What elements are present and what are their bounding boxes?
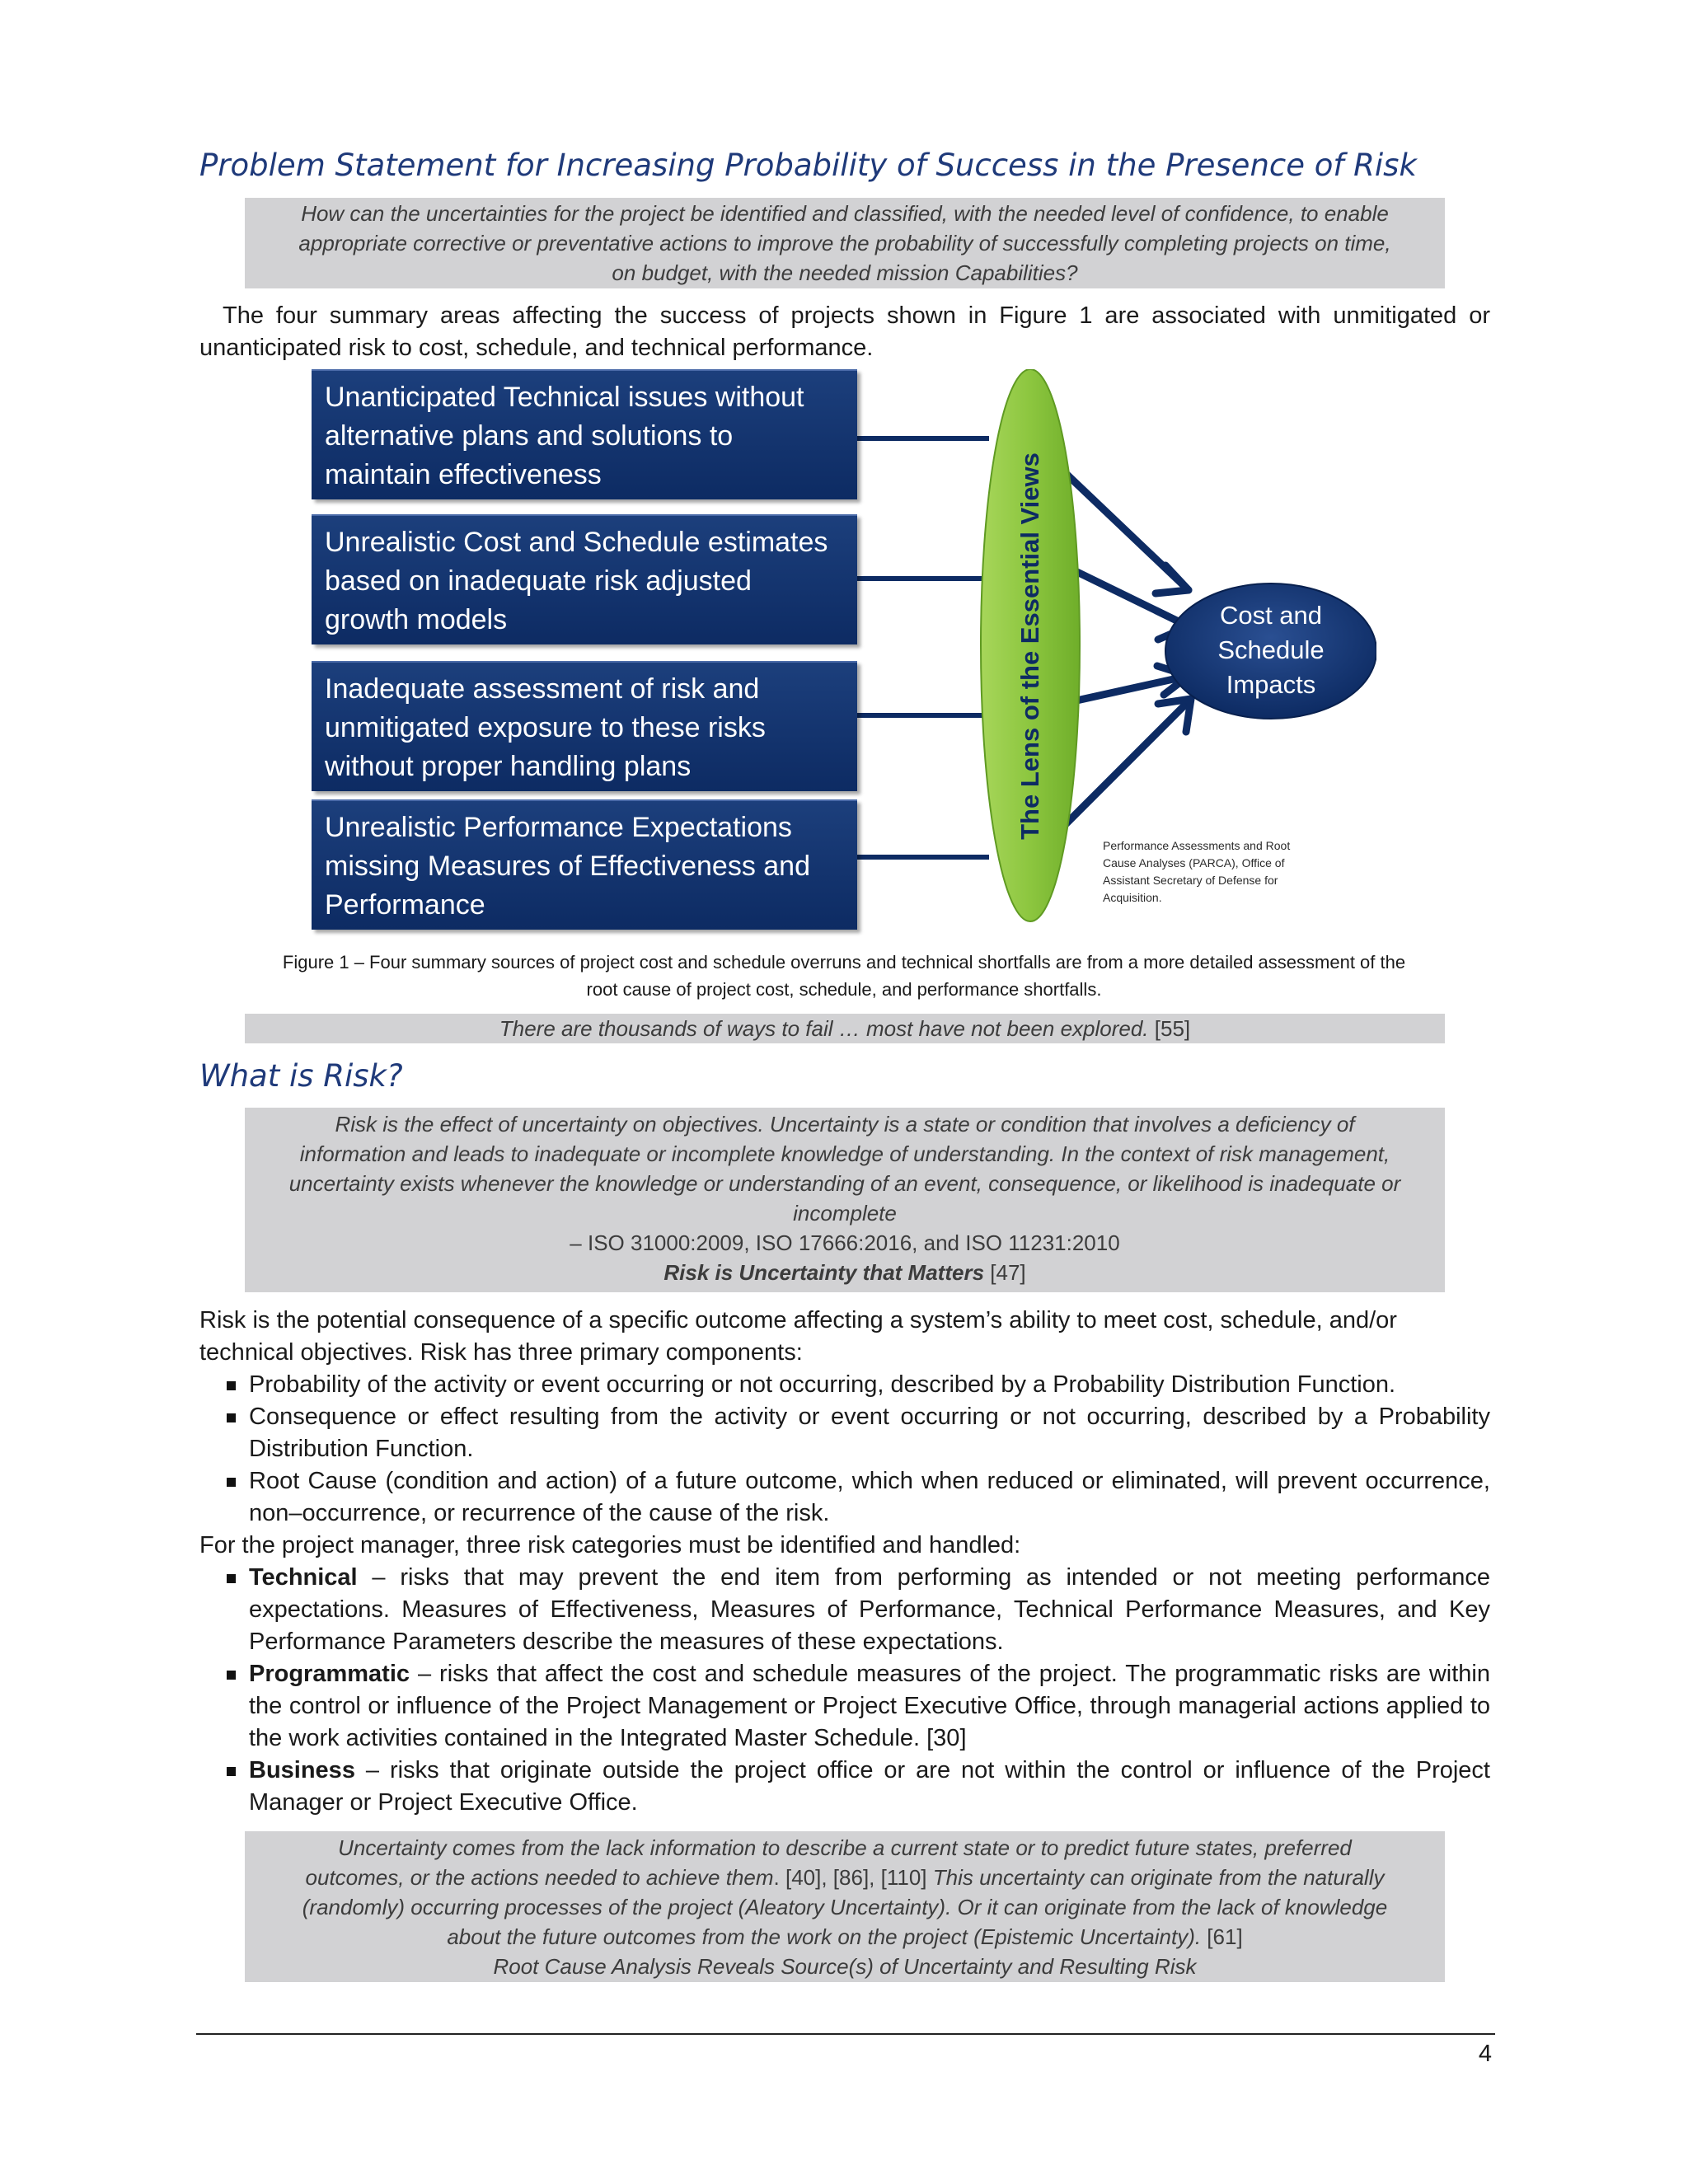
- box-line: Performance: [325, 889, 485, 921]
- fail-quote-text: There are thousands of ways to fail … most have not been explored.: [499, 1016, 1149, 1041]
- box-line: Unrealistic Cost and Schedule estimates: [325, 527, 828, 558]
- figure-1-diagram: [305, 369, 1376, 938]
- box-line: based on inadequate risk adjusted: [325, 565, 752, 597]
- quote-line: incomplete: [793, 1201, 897, 1226]
- section-heading-problem-statement: Problem Statement for Increasing Probability of Success in the Presence of Risk: [199, 148, 1417, 183]
- box-line: without proper handling plans: [325, 751, 692, 782]
- quote-line: How can the uncertainties for the project be identified and classified, with the needed level of confidence, to enable: [301, 201, 1389, 226]
- bullet-square-icon: [227, 1574, 236, 1583]
- box-line: maintain effectiveness: [325, 459, 602, 490]
- list-item: Consequence or effect resulting from the activity or event occurring or not occurring, described by a Probability Distribution Function.: [199, 1401, 1490, 1465]
- source-box-cost-schedule: [312, 514, 857, 644]
- box-line: missing Measures of Effectiveness and: [325, 851, 810, 882]
- fail-quote: [245, 1014, 1445, 1043]
- quote-line: uncertainty exists whenever the knowledge or understanding of an event, consequence, or likelihood is inadequate or: [288, 1171, 1401, 1196]
- quote-line: Uncertainty comes from the lack information to describe a current state or to predict future states, preferred: [338, 1835, 1352, 1860]
- fail-quote-ref: [55]: [1148, 1016, 1191, 1041]
- quote-line: Risk is the effect of uncertainty on objectives. Uncertainty is a state or condition that involves a deficiency of: [335, 1112, 1355, 1137]
- uncertainty-quote: Uncertainty comes from the lack information to describe a current state or to predict future states, preferred outcomes, or the actions needed to achieve them. [40], [86], [110] This uncertainty can originate from the naturally (randomly) occurring processes of the project (Aleatory Uncertainty). Or it can originate from the lack of knowledge about the future outcomes from the work on the project (Epistemic Uncertainty). [61] Root Cause Analysis Reveals Source(s) of Uncertainty and Resulting Risk: [245, 1831, 1445, 1982]
- impact-line: Cost and: [1219, 601, 1323, 630]
- bullet-square-icon: [227, 1381, 236, 1390]
- bullet-square-icon: [227, 1413, 236, 1422]
- intro-paragraph: The four summary areas affecting the success of projects shown in Figure 1 are associated with unmitigated or unanticipated risk to cost, schedule, and technical performance.: [199, 302, 1490, 361]
- quote-line: Root Cause Analysis Reveals Source(s) of Uncertainty and Resulting Risk: [493, 1954, 1197, 1979]
- impact-line: Impacts: [1226, 670, 1316, 699]
- footer-rule: [196, 2033, 1495, 2035]
- lens-label: The Lens of the Essential Views: [1015, 452, 1044, 840]
- list-item: Programmatic – risks that affect the cost and schedule measures of the project. The programmatic risks are within the control or influence of the Project Management or Project Executive Office, through managerial actions applied to the work activities contained in the Integrated Master Schedule. [30]: [199, 1658, 1490, 1755]
- category-term: Programmatic: [249, 1661, 410, 1687]
- risk-components-list: [199, 1369, 1490, 1530]
- bullet-square-icon: [227, 1671, 236, 1680]
- impact-label: [1165, 598, 1376, 702]
- bullet-square-icon: [227, 1767, 236, 1776]
- risk-intro-paragraph: Risk is the potential consequence of a specific outcome affecting a system’s ability to meet cost, schedule, and/or technical objectives. Risk has three primary components:: [199, 1307, 1397, 1366]
- list-item: Technical – risks that may prevent the end item from performing as intended or not meeting performance expectations. Measures of Effectiveness, Measures of Performance, Technical Performance Measures, and Key Performance Parameters describe the measures of these expectations.: [199, 1562, 1490, 1658]
- list-item: Probability of the activity or event occurring or not occurring, described by a Probability Distribution Function.: [199, 1369, 1490, 1401]
- source-line: Cause Analyses (PARCA), Office of: [1103, 856, 1285, 869]
- risk-definition-quote: [245, 1108, 1445, 1292]
- source-box-performance: [312, 799, 857, 930]
- box-line: Unanticipated Technical issues without: [325, 382, 804, 413]
- quote-line: (randomly) occurring processes of the project (Aleatory Uncertainty). Or it can originate from the lack of knowledge: [302, 1895, 1388, 1919]
- box-line: Inadequate assessment of risk and: [325, 673, 760, 705]
- risk-categories-intro: For the project manager, three risk categories must be identified and handled:: [199, 1532, 1021, 1558]
- figure-source-note: [1103, 837, 1342, 907]
- figure-caption: [216, 949, 1472, 1003]
- list-item: Business – risks that originate outside the project office or are not within the control or influence of the Project Manager or Project Executive Office.: [199, 1755, 1490, 1819]
- source-box-risk-assessment: [312, 661, 857, 791]
- impact-line: Schedule: [1217, 635, 1325, 664]
- box-line: alternative plans and solutions to: [325, 420, 734, 452]
- source-box-technical: [312, 369, 857, 499]
- category-term: Technical: [249, 1564, 358, 1591]
- quote-ref: [47]: [984, 1260, 1026, 1285]
- source-line: Acquisition.: [1103, 891, 1162, 904]
- bullet-square-icon: [227, 1478, 236, 1487]
- caption-line: Figure 1 – Four summary sources of project cost and schedule overruns and technical shortfalls are from a more detailed assessment of the: [282, 952, 1406, 972]
- list-item: Root Cause (condition and action) of a future outcome, which when reduced or eliminated, will prevent occurrence, non–occurrence, or recurrence of the cause of the risk.: [199, 1465, 1490, 1530]
- source-line: Assistant Secretary of Defense for: [1103, 874, 1278, 887]
- box-line: Unrealistic Performance Expectations: [325, 812, 792, 843]
- problem-statement-quote: [245, 198, 1445, 288]
- quote-line: on budget, with the needed mission Capabilities?: [612, 260, 1078, 285]
- quote-line: information and leads to inadequate or incomplete knowledge of understanding. In the context of risk management,: [299, 1141, 1390, 1166]
- page-number: 4: [1478, 2041, 1492, 2067]
- source-line: Performance Assessments and Root: [1103, 839, 1291, 852]
- risk-categories-list: [199, 1562, 1490, 1819]
- caption-line: root cause of project cost, schedule, and performance shortfalls.: [586, 979, 1102, 1000]
- category-term: Business: [249, 1757, 355, 1783]
- box-line: growth models: [325, 604, 508, 635]
- iso-reference: – ISO 31000:2009, ISO 17666:2016, and ISO 11231:2010: [570, 1230, 1120, 1255]
- quote-emphasis: Risk is Uncertainty that Matters: [663, 1260, 985, 1285]
- box-line: unmitigated exposure to these risks: [325, 712, 766, 743]
- section-heading-what-is-risk: What is Risk?: [199, 1058, 403, 1094]
- quote-line: appropriate corrective or preventative actions to improve the probability of successfully completing projects on time,: [298, 231, 1391, 255]
